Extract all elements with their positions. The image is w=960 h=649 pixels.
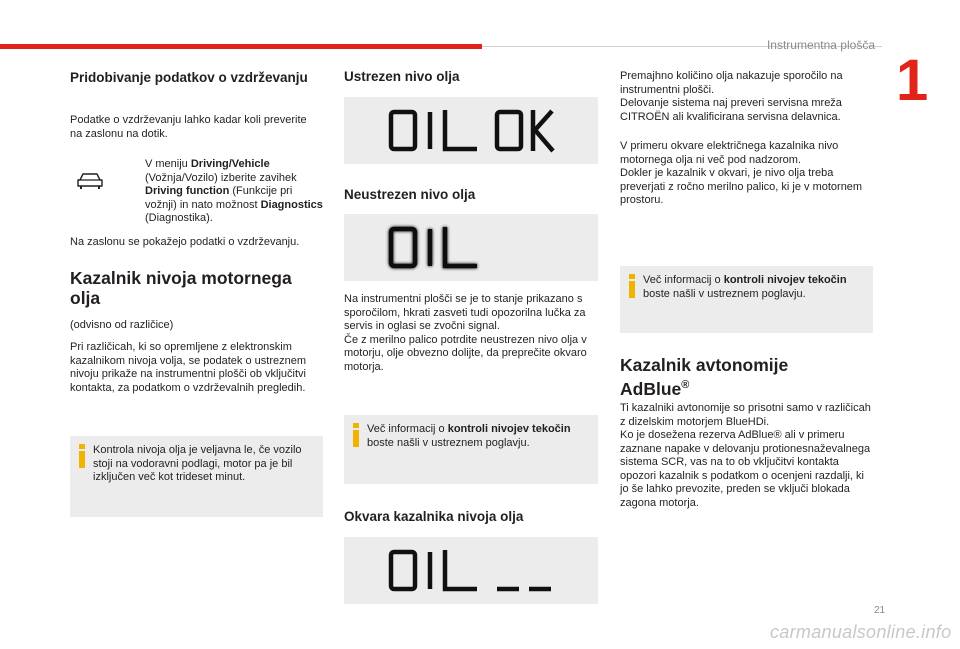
indicator-fault-text: V primeru okvare električnega kazalnika nivo motornega olja ni več pod nadzorom. Dokler je kazalnik v okvari, je nivo olja treba preverjati z ročno merilno palico, ki je v motornem prostoru. [620,140,863,206]
menu-text-1: V meniju [145,158,191,170]
oil-low-description: Na instrumentni plošči se je to stanje prikazano s sporočilom, hkrati zasveti tudi opozorilna lučka za servis in oglasi se zvočni signal. Če z merilno palico potrdite neustrezen nivo olja v motorju, olje obvezno dolijte, da preprečite okvaro motorja. [344,293,587,373]
menu-driving-function: Driving function [145,185,230,197]
registered-mark: ® [681,379,690,391]
oil-indicator-description: Pri različicah, ki so opremljene z elektronskim kazalnikom nivoja volja, se podatek o ustreznem nivoju prikaže na instrumentni plošči ob vključitvi kontakta, za podatkom o vzdrževalnih pregledih. [70,341,307,394]
heading-oil-level-indicator: Kazalnik nivoja motornega olja [70,268,292,308]
menu-text-3: (Funkcije pri vožnji) in nato možnost [145,185,293,211]
info-box-fluid-levels-1 [344,415,598,484]
info-icon [350,423,362,447]
info-link-fluid-levels: kontroli nivojev tekočin [723,274,847,286]
menu-driving-vehicle: Driving/Vehicle [190,158,270,170]
info-text-2: boste našli v ustreznem poglavju. [643,287,806,300]
info-text-2: boste našli v ustreznem poglavju. [367,436,530,449]
menu-text-4: (Diagnostika). [145,212,213,224]
maintenance-intro: Podatke o vzdrževanju lahko kadar koli preverite na zaslonu na dotik. [70,114,307,140]
watermark: carmanualsonline.info [770,622,952,642]
adblue-description: Ti kazalniki avtonomije so prisotni samo v različicah z dizelskim motorjem BlueHDi. Ko je dosežena rezerva AdBlue® ali v primeru zaznane napake v delovanju protionesnaževalnega sistema SCR, vas na to ob vključitvi kontakta opozori kazalnik s podatkom o ocenjeni razdalji, ki jo še lahko prevozite, preden se vključi blokada zagona motorja. [620,402,871,509]
header-accent-bar [0,44,482,49]
info-box-fluid-levels-2 [620,266,873,333]
chapter-number: 1 [896,48,929,113]
car-icon [75,170,105,190]
display-oil-ok-o [497,112,521,149]
info-text [367,423,592,450]
menu-instructions [145,158,325,226]
heading-oil-indicator-fault: Okvara kazalnika nivoja olja [344,509,524,524]
heading-adblue-range [620,355,850,399]
display-oil-low [344,214,598,281]
info-text [643,274,867,301]
maintenance-display-note: Na zaslonu se pokažejo podatki o vzdrževanju. [70,236,300,248]
low-oil-message-text: Premajhno količino olja nakazuje sporočilo na instrumentni plošči. Delovanje sistema naj preveri servisna mreža CITROËN ali kvalificirana servisna delavnica. [620,70,843,123]
info-icon [76,444,88,468]
section-title: Instrumentna plošča [766,38,875,52]
display-oil-fault [344,537,598,604]
menu-text-2: (Vožnja/Vozilo) izberite zavihek [145,171,297,184]
heading-maintenance-data: Pridobivanje podatkov o vzdrževanju [70,70,308,85]
version-note: (odvisno od različice) [70,319,174,331]
info-text: Kontrola nivoja olja je veljavna le, če vozilo stoji na vodoravni podlagi, motor pa je bil izključen več kot trideset minut. [93,444,302,483]
heading-oil-ok: Ustrezen nivo olja [344,69,460,84]
page-number: 21 [874,605,886,616]
info-box-oil-check [70,436,323,517]
menu-diagnostics: Diagnostics [260,198,323,211]
info-text-1: Več informacij o [643,274,724,286]
display-oil-ok [344,97,598,164]
heading-adblue-text: Kazalnik avtonomije AdBlue [620,355,789,399]
info-icon [626,274,638,298]
info-text-1: Več informacij o [367,423,448,435]
info-link-fluid-levels: kontroli nivojev tekočin [447,423,571,435]
heading-oil-low: Neustrezen nivo olja [344,187,476,202]
